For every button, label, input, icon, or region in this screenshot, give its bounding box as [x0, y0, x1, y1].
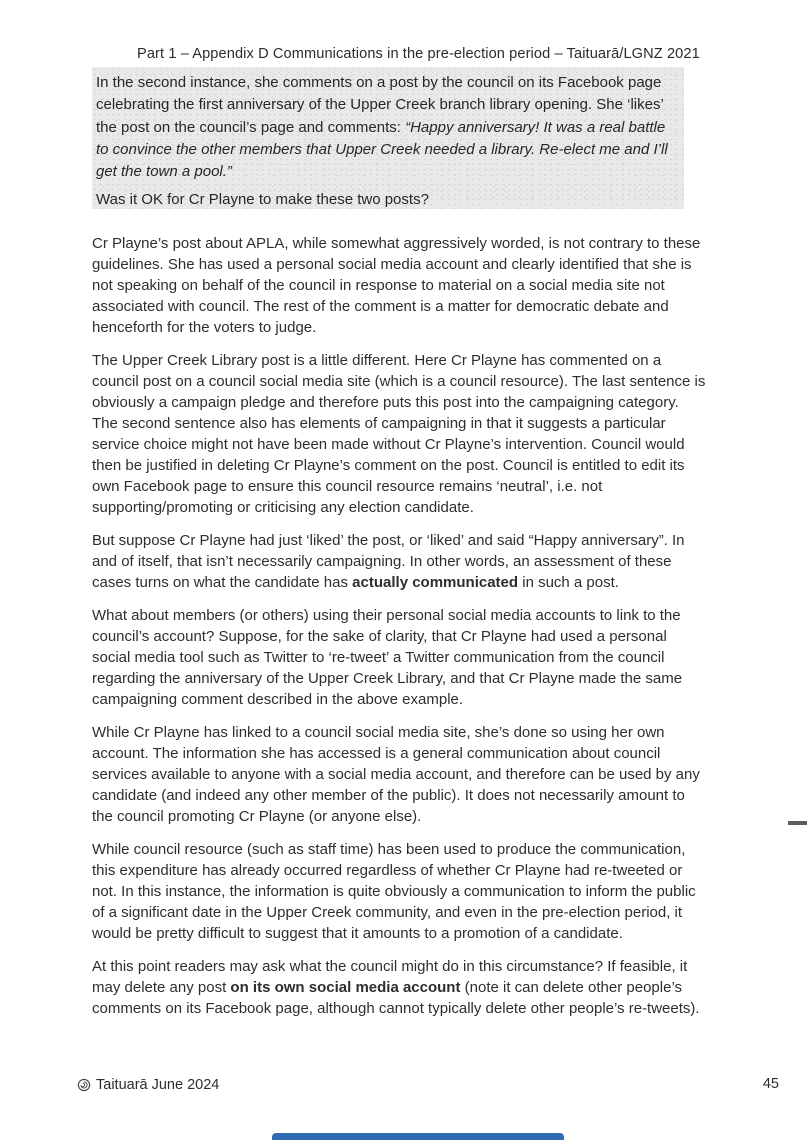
paragraph: While council resource (such as staff time) has been used to produce the communication, this expenditure has already occurred regardless of whether Cr Playne had re-tweeted or not. In this instance, the information is quite obviously a communication to inform the public of a significant date in the Upper Creek community, and even in the pre-election period, it would be pretty difficult to suggest that it amounts to a promotion of a candidate.: [92, 841, 696, 942]
paragraph: Cr Playne’s post about APLA, while somewhat aggressively worded, is not contrary to these guidelines. She has used a personal social media account and clearly identified that she is not speaking on behalf of the council in response to material on a social media site not associated with council. The rest of the comment is a matter for democratic debate and henceforth for the voters to judge.: [92, 235, 701, 336]
paragraph: The Upper Creek Library post is a little different. Here Cr Playne has commented on a council post on a council social media site (which is a council resource). The last sentence is obviously a campaign pledge and therefore puts this post into the campaigning category. The second sentence also has elements of campaigning in that it suggests a particular service choice might not have been made without Cr Playne’s intervention. Council would then be justified in deleting Cr Playne’s comment on the post. Council is entitled to edit its own Facebook page to ensure this council resource remains ‘neutral’, i.e. not supporting/promoting or criticising any election candidate.: [92, 352, 706, 516]
taituara-logo-icon: [77, 1078, 91, 1092]
bottom-blue-bar: [272, 1133, 564, 1140]
paragraph: At this point readers may ask what the council might do in this circumstance? If feasible, it may delete any post on its own social media account (note it can delete other people’s comments on its Facebook page, although cannot typically delete other people’s re-tweets).: [92, 958, 700, 1017]
page-header: Part 1 – Appendix D Communications in the pre-election period – Taituarā/LGNZ 2021: [137, 46, 700, 62]
page-footer: [77, 1076, 219, 1094]
page-number: 45: [762, 1076, 779, 1092]
paragraph: What about members (or others) using their personal social media accounts to link to the council’s account? Suppose, for the sake of clarity, that Cr Playne had used a personal social media tool such as Twitter to ‘re-tweet’ a Twitter communication from the council regarding the anniversary of the Upper Creek Library, and that Cr Playne made the same campaigning comment described in the above example.: [92, 607, 683, 708]
case-study-box: [92, 67, 684, 209]
paragraph: While Cr Playne has linked to a council social media site, she’s done so using her own account. The information she has accessed is a general communication about council services available to anyone with a social media account, and therefore can be used by any candidate (and indeed any other member of the public). It does not necessarily amount to the council promoting Cr Playne (or anyone else).: [92, 724, 700, 825]
paragraph: But suppose Cr Playne had just ‘liked’ the post, or ‘liked’ and said “Happy anniversary”. In and of itself, that isn’t necessarily campaigning. In other words, an assessment of these cases turns on what the candidate has actually communicated in such a post.: [92, 532, 685, 591]
case-study-question: Was it OK for Cr Playne to make these two posts?: [96, 191, 429, 209]
case-study-paragraph: In the second instance, she comments on a post by the council on its Facebook page celebrating the first anniversary of the Upper Creek branch library opening. She ‘likes’ the post on the council’s page and comments: “Happy anniversary! It was a real battle to convince the other members that Upper Creek needed a library. Re-elect me and I’ll get the town a pool.”: [96, 74, 668, 181]
margin-scan-dash: [788, 821, 807, 825]
body-text: [92, 233, 708, 1031]
footer-text: Taituarā June 2024: [96, 1077, 220, 1093]
